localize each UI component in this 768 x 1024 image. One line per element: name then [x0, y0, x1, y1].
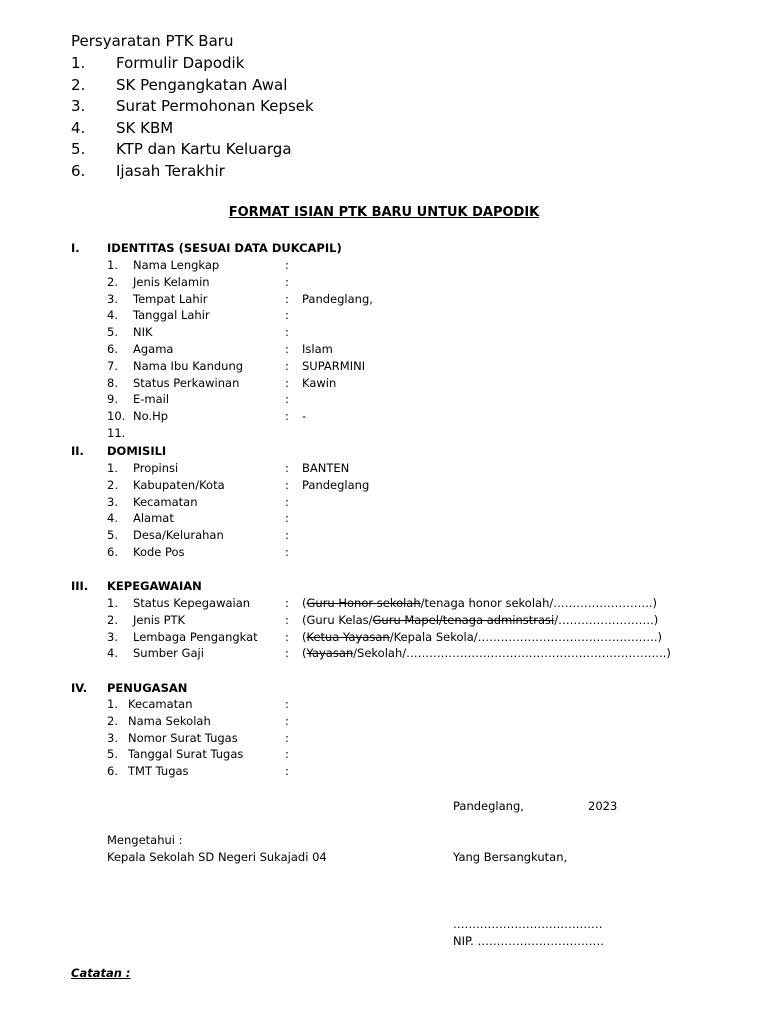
field-label: Status Perkawinan [133, 375, 240, 390]
requirement-text: Surat Permohonan Kepsek [116, 97, 314, 115]
field-options [302, 595, 657, 612]
form-row [0, 544, 768, 561]
field-colon: : [285, 764, 289, 779]
form-row [0, 730, 768, 747]
form-row [0, 391, 768, 408]
field-value: Kawin [302, 375, 337, 390]
applicant-name-line: ………………………………… [453, 917, 603, 931]
row-number: 3. [107, 494, 118, 509]
field-label: Tanggal Surat Tugas [128, 747, 244, 762]
field-options [302, 629, 662, 646]
field-options [302, 645, 671, 662]
form-row [0, 274, 768, 291]
row-number: 2. [107, 274, 118, 289]
row-number: 2. [107, 477, 118, 492]
field-label: Jenis Kelamin [133, 274, 210, 289]
requirement-text: SK Pengangkatan Awal [116, 75, 288, 94]
field-colon: : [285, 596, 289, 610]
form-row [0, 291, 768, 308]
applicant-title: Yang Bersangkutan, [453, 850, 568, 864]
form-row [0, 375, 768, 392]
form-row [0, 527, 768, 544]
field-label: Nomor Surat Tugas [128, 730, 238, 745]
requirement-item [71, 139, 471, 160]
acknowledged-label: Mengetahui : [107, 833, 183, 847]
row-number: 2. [107, 612, 118, 627]
field-label: Agama [133, 342, 174, 356]
form-row [0, 713, 768, 730]
requirement-item [71, 96, 471, 117]
row-number: 4. [107, 646, 118, 661]
option-prefix: ( [302, 596, 307, 610]
form-row [0, 358, 768, 375]
requirement-text: Ijasah Terakhir [116, 161, 225, 180]
section-header [0, 578, 768, 595]
section-title: KEPEGAWAIAN [107, 579, 202, 593]
option-prefix: ( [302, 646, 307, 661]
struck-option: Ketua Yayasan [306, 629, 390, 644]
struck-option: Guru Honor sekolah [306, 596, 421, 610]
form-row [0, 763, 768, 780]
section-number: I. [71, 241, 80, 255]
field-colon: : [285, 342, 289, 356]
row-number: 6. [107, 545, 118, 559]
field-colon: : [285, 747, 289, 762]
note-label: Catatan : [71, 966, 131, 980]
requirement-item [71, 118, 471, 139]
option-rest: /Kepala Sekola/………………………………………..) [389, 629, 662, 644]
option-prefix: (Guru Kelas/ [302, 612, 373, 627]
form-row [0, 629, 768, 646]
section-title: PENUGASAN [107, 681, 188, 695]
field-colon: : [285, 375, 289, 390]
field-label: Status Kepegawaian [133, 596, 251, 610]
field-colon: : [285, 325, 289, 340]
section-title: DOMISILI [107, 444, 167, 458]
field-colon: : [285, 528, 289, 543]
field-value: - [302, 409, 307, 424]
row-number: 3. [107, 730, 118, 745]
field-value: BANTEN [302, 461, 350, 475]
row-number: 5. [107, 528, 118, 543]
field-colon: : [285, 274, 289, 289]
requirement-number: 3. [71, 97, 86, 115]
field-value: SUPARMINI [302, 358, 366, 373]
field-colon: : [285, 461, 289, 475]
signature-place: Pandeglang, [453, 799, 524, 813]
field-colon: : [285, 612, 289, 627]
row-number: 5. [107, 747, 118, 762]
form-row [0, 425, 768, 442]
form-row [0, 460, 768, 477]
form-row [0, 341, 768, 358]
option-prefix: ( [302, 629, 307, 644]
applicant-nip-line: NIP. …………………………… [453, 934, 604, 948]
row-number: 1. [107, 596, 118, 610]
field-label: Tanggal Lahir [133, 308, 210, 323]
option-rest: /Sekolah/…………………………………………………………..) [353, 646, 671, 661]
field-colon: : [285, 646, 289, 661]
form-row [0, 408, 768, 425]
struck-option: Yayasan [306, 646, 354, 661]
field-colon: : [285, 409, 289, 424]
section-number: III. [71, 579, 89, 593]
form-title: FORMAT ISIAN PTK BARU UNTUK DAPODIK [228, 205, 540, 220]
field-label: E-mail [133, 392, 170, 407]
section-header [0, 680, 768, 697]
requirement-number: 4. [71, 118, 86, 137]
row-number: 1. [107, 258, 118, 272]
requirements-heading: Persyaratan PTK Baru [71, 32, 234, 50]
row-number: 2. [107, 713, 118, 728]
row-number: 11. [107, 426, 126, 440]
requirement-item [71, 75, 471, 96]
field-value: Pandeglang [302, 477, 370, 492]
form-row [0, 494, 768, 511]
field-colon: : [285, 730, 289, 745]
section-title: IDENTITAS (SESUAI DATA DUKCAPIL) [107, 241, 342, 255]
field-value: Islam [302, 342, 333, 356]
requirement-text: KTP dan Kartu Keluarga [116, 140, 292, 158]
field-colon: : [285, 308, 289, 323]
field-colon: : [285, 258, 289, 272]
field-label: Desa/Kelurahan [133, 528, 224, 543]
row-number: 4. [107, 308, 118, 323]
field-label: Tempat Lahir [133, 291, 208, 306]
row-number: 6. [107, 764, 118, 779]
section-number: II. [71, 444, 84, 458]
requirement-number: 5. [71, 140, 86, 158]
field-colon: : [285, 358, 289, 373]
requirement-item [71, 53, 471, 74]
form-row [0, 257, 768, 274]
row-number: 8. [107, 375, 118, 390]
field-label: No.Hp [133, 409, 169, 424]
field-colon: : [285, 629, 289, 644]
option-rest: /…………………….) [554, 612, 659, 627]
requirement-number: 1. [71, 54, 86, 72]
form-row [0, 595, 768, 612]
field-colon: : [285, 511, 289, 526]
row-number: 7. [107, 358, 118, 373]
section-header [0, 240, 768, 257]
field-colon: : [285, 392, 289, 407]
requirement-number: 6. [71, 161, 86, 180]
field-label: Lembaga Pengangkat [133, 629, 258, 644]
field-label: Nama Ibu Kandung [133, 358, 244, 373]
row-number: 6. [107, 342, 118, 356]
struck-option: Guru Mapel/tenaga adminstrasi [372, 612, 555, 627]
field-label: Sumber Gaji [133, 646, 204, 661]
field-colon: : [285, 697, 289, 711]
principal-title: Kepala Sekolah SD Negeri Sukajadi 04 [107, 850, 327, 864]
field-colon: : [285, 477, 289, 492]
form-row [0, 645, 768, 662]
form-row [0, 477, 768, 494]
requirement-item [71, 161, 471, 182]
field-label: Kecamatan [133, 494, 198, 509]
row-number: 5. [107, 325, 118, 340]
field-colon: : [285, 494, 289, 509]
field-label: Kecamatan [128, 697, 193, 711]
requirement-number: 2. [71, 75, 86, 94]
field-label: Kabupaten/Kota [133, 477, 225, 492]
requirement-text: Formulir Dapodik [116, 54, 245, 72]
option-rest: /tenaga honor sekolah/……………………..) [420, 596, 658, 610]
form-row [0, 612, 768, 629]
requirement-text: SK KBM [116, 118, 174, 137]
row-number: 10. [107, 409, 126, 424]
field-label: NIK [133, 325, 153, 340]
field-label: Kode Pos [133, 545, 185, 559]
field-label: Nama Sekolah [128, 713, 211, 728]
row-number: 3. [107, 629, 118, 644]
form-row [0, 307, 768, 324]
form-row [0, 324, 768, 341]
row-number: 9. [107, 392, 118, 407]
field-label: Propinsi [133, 461, 179, 475]
field-label: TMT Tugas [128, 764, 189, 779]
field-value: Pandeglang, [302, 291, 373, 306]
row-number: 1. [107, 461, 118, 475]
field-options [302, 612, 658, 629]
signature-year: 2023 [588, 799, 618, 813]
field-label: Alamat [133, 511, 174, 526]
field-colon: : [285, 545, 289, 559]
section-number: IV. [71, 681, 88, 695]
field-colon: : [285, 713, 289, 728]
field-label: Nama Lengkap [133, 258, 220, 272]
field-colon: : [285, 291, 289, 306]
row-number: 4. [107, 511, 118, 526]
section-header [0, 443, 768, 460]
form-row [0, 746, 768, 763]
row-number: 3. [107, 291, 118, 306]
row-number: 1. [107, 697, 118, 711]
field-label: Jenis PTK [133, 612, 186, 627]
form-row [0, 510, 768, 527]
form-row [0, 696, 768, 713]
